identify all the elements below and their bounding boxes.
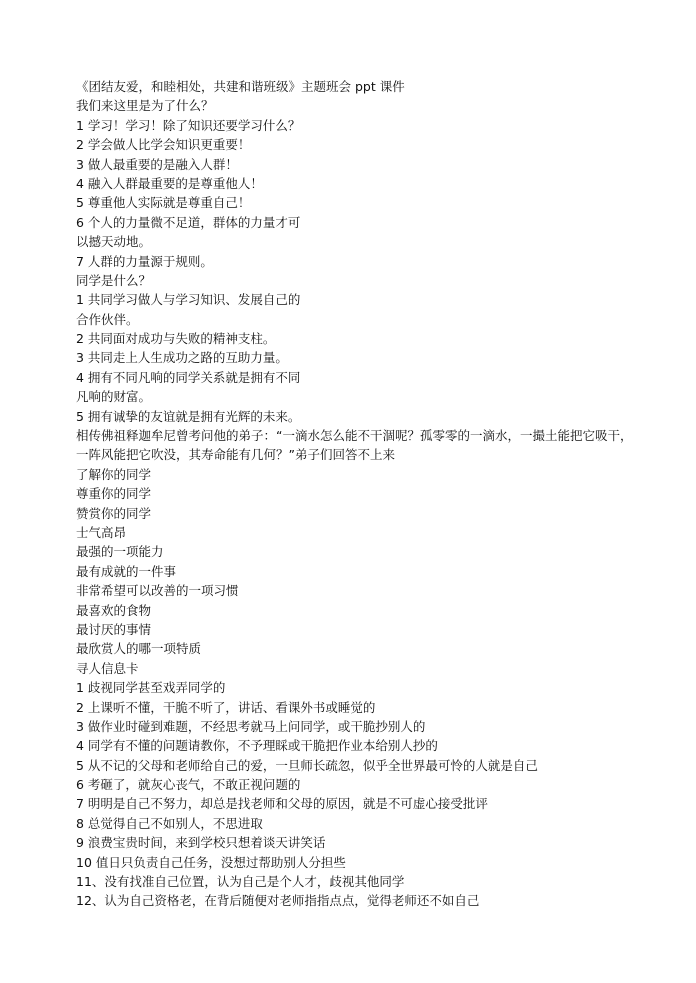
- text-line: 11、没有找准自己位置，认为自己是个人才，歧视其他同学: [76, 874, 405, 890]
- document-title: 《团结友爱，和睦相处，共建和谐班级》主题班会 ppt 课件: [76, 79, 405, 94]
- section-heading-classmates: 同学是什么？: [76, 272, 152, 288]
- text-line: 最讨厌的事情: [76, 621, 152, 637]
- text-line: 5 尊重他人实际就是尊重自己！: [76, 195, 251, 211]
- text-line: 以撼天动地。: [76, 234, 152, 250]
- document-body: [76, 77, 636, 911]
- text-line: 7 人群的力量源于规则。: [76, 253, 213, 269]
- text-line: 2 上课听不懂，干脆不听了，讲话、看课外书或睡觉的: [76, 699, 376, 715]
- text-line: 6 考砸了，就灰心丧气，不敢正视问题的: [76, 777, 301, 793]
- section-heading-search-card: 寻人信息卡: [76, 660, 139, 676]
- text-line: 尊重你的同学: [76, 486, 152, 502]
- text-line: 3 做作业时碰到难题，不经思考就马上问同学，或干脆抄别人的: [76, 718, 426, 734]
- text-line: 4 拥有不同凡响的同学关系就是拥有不同: [76, 369, 301, 385]
- text-line: 7 明明是自己不努力，却总是找老师和父母的原因，就是不可虚心接受批评: [76, 796, 488, 812]
- text-line: 最有成就的一件事: [76, 563, 177, 579]
- text-line: 最欣赏人的哪一项特质: [76, 641, 202, 657]
- text-line: 了解你的同学: [76, 466, 152, 482]
- text-line: 10 值日只负责自己任务，没想过帮助别人分担些: [76, 854, 346, 870]
- text-line: 5 从不记的父母和老师给自己的爱，一旦师长疏忽，似乎全世界最可怜的人就是自己: [76, 757, 538, 773]
- story-paragraph: 相传佛祖释迦牟尼曾考问他的弟子：“一滴水怎么能不干涸呢？孤零零的一滴水，一撮土能把它吸干，一阵风能把它吹没，其寿命能有几何？”弟子们回答不上来: [76, 428, 633, 463]
- text-line: 非常希望可以改善的一项习惯: [76, 583, 239, 599]
- text-line: 4 融入人群最重要的是尊重他人！: [76, 175, 263, 191]
- text-line: 赞赏你的同学: [76, 505, 152, 521]
- text-line: 8 总觉得自己不如别人，不思进取: [76, 815, 263, 831]
- text-line: 最喜欢的食物: [76, 602, 152, 618]
- text-line: 1 歧视同学甚至戏弄同学的: [76, 680, 226, 696]
- text-line: 1 学习！学习！除了知识还要学习什么？: [76, 117, 301, 133]
- text-line: 3 做人最重要的是融入人群！: [76, 156, 238, 172]
- text-line: 士气高昂: [76, 525, 127, 541]
- text-line: 4 同学有不懂的问题请教你，不予理睬或干脆把作业本给别人抄的: [76, 738, 438, 754]
- text-line: 1 共同学习做人与学习知识、发展自己的: [76, 292, 301, 308]
- text-line: 6 个人的力量微不足道，群体的力量才可: [76, 214, 301, 230]
- text-line: 9 浪费宝贵时间，来到学校只想着谈天讲笑话: [76, 835, 326, 851]
- text-line: 12、认为自己资格老，在背后随便对老师指指点点，觉得老师还不如自己: [76, 893, 480, 909]
- text-line: 3 共同走上人生成功之路的互助力量。: [76, 350, 288, 366]
- section-heading-purpose: 我们来这里是为了什么？: [76, 98, 214, 114]
- text-line: 合作伙伴。: [76, 311, 139, 327]
- text-line: 2 学会做人比学会知识更重要！: [76, 137, 251, 153]
- text-line: 5 拥有诚挚的友谊就是拥有光辉的未来。: [76, 408, 301, 424]
- text-line: 凡响的财富。: [76, 389, 152, 405]
- text-line: 2 共同面对成功与失败的精神支柱。: [76, 331, 276, 347]
- text-line: 最强的一项能力: [76, 544, 164, 560]
